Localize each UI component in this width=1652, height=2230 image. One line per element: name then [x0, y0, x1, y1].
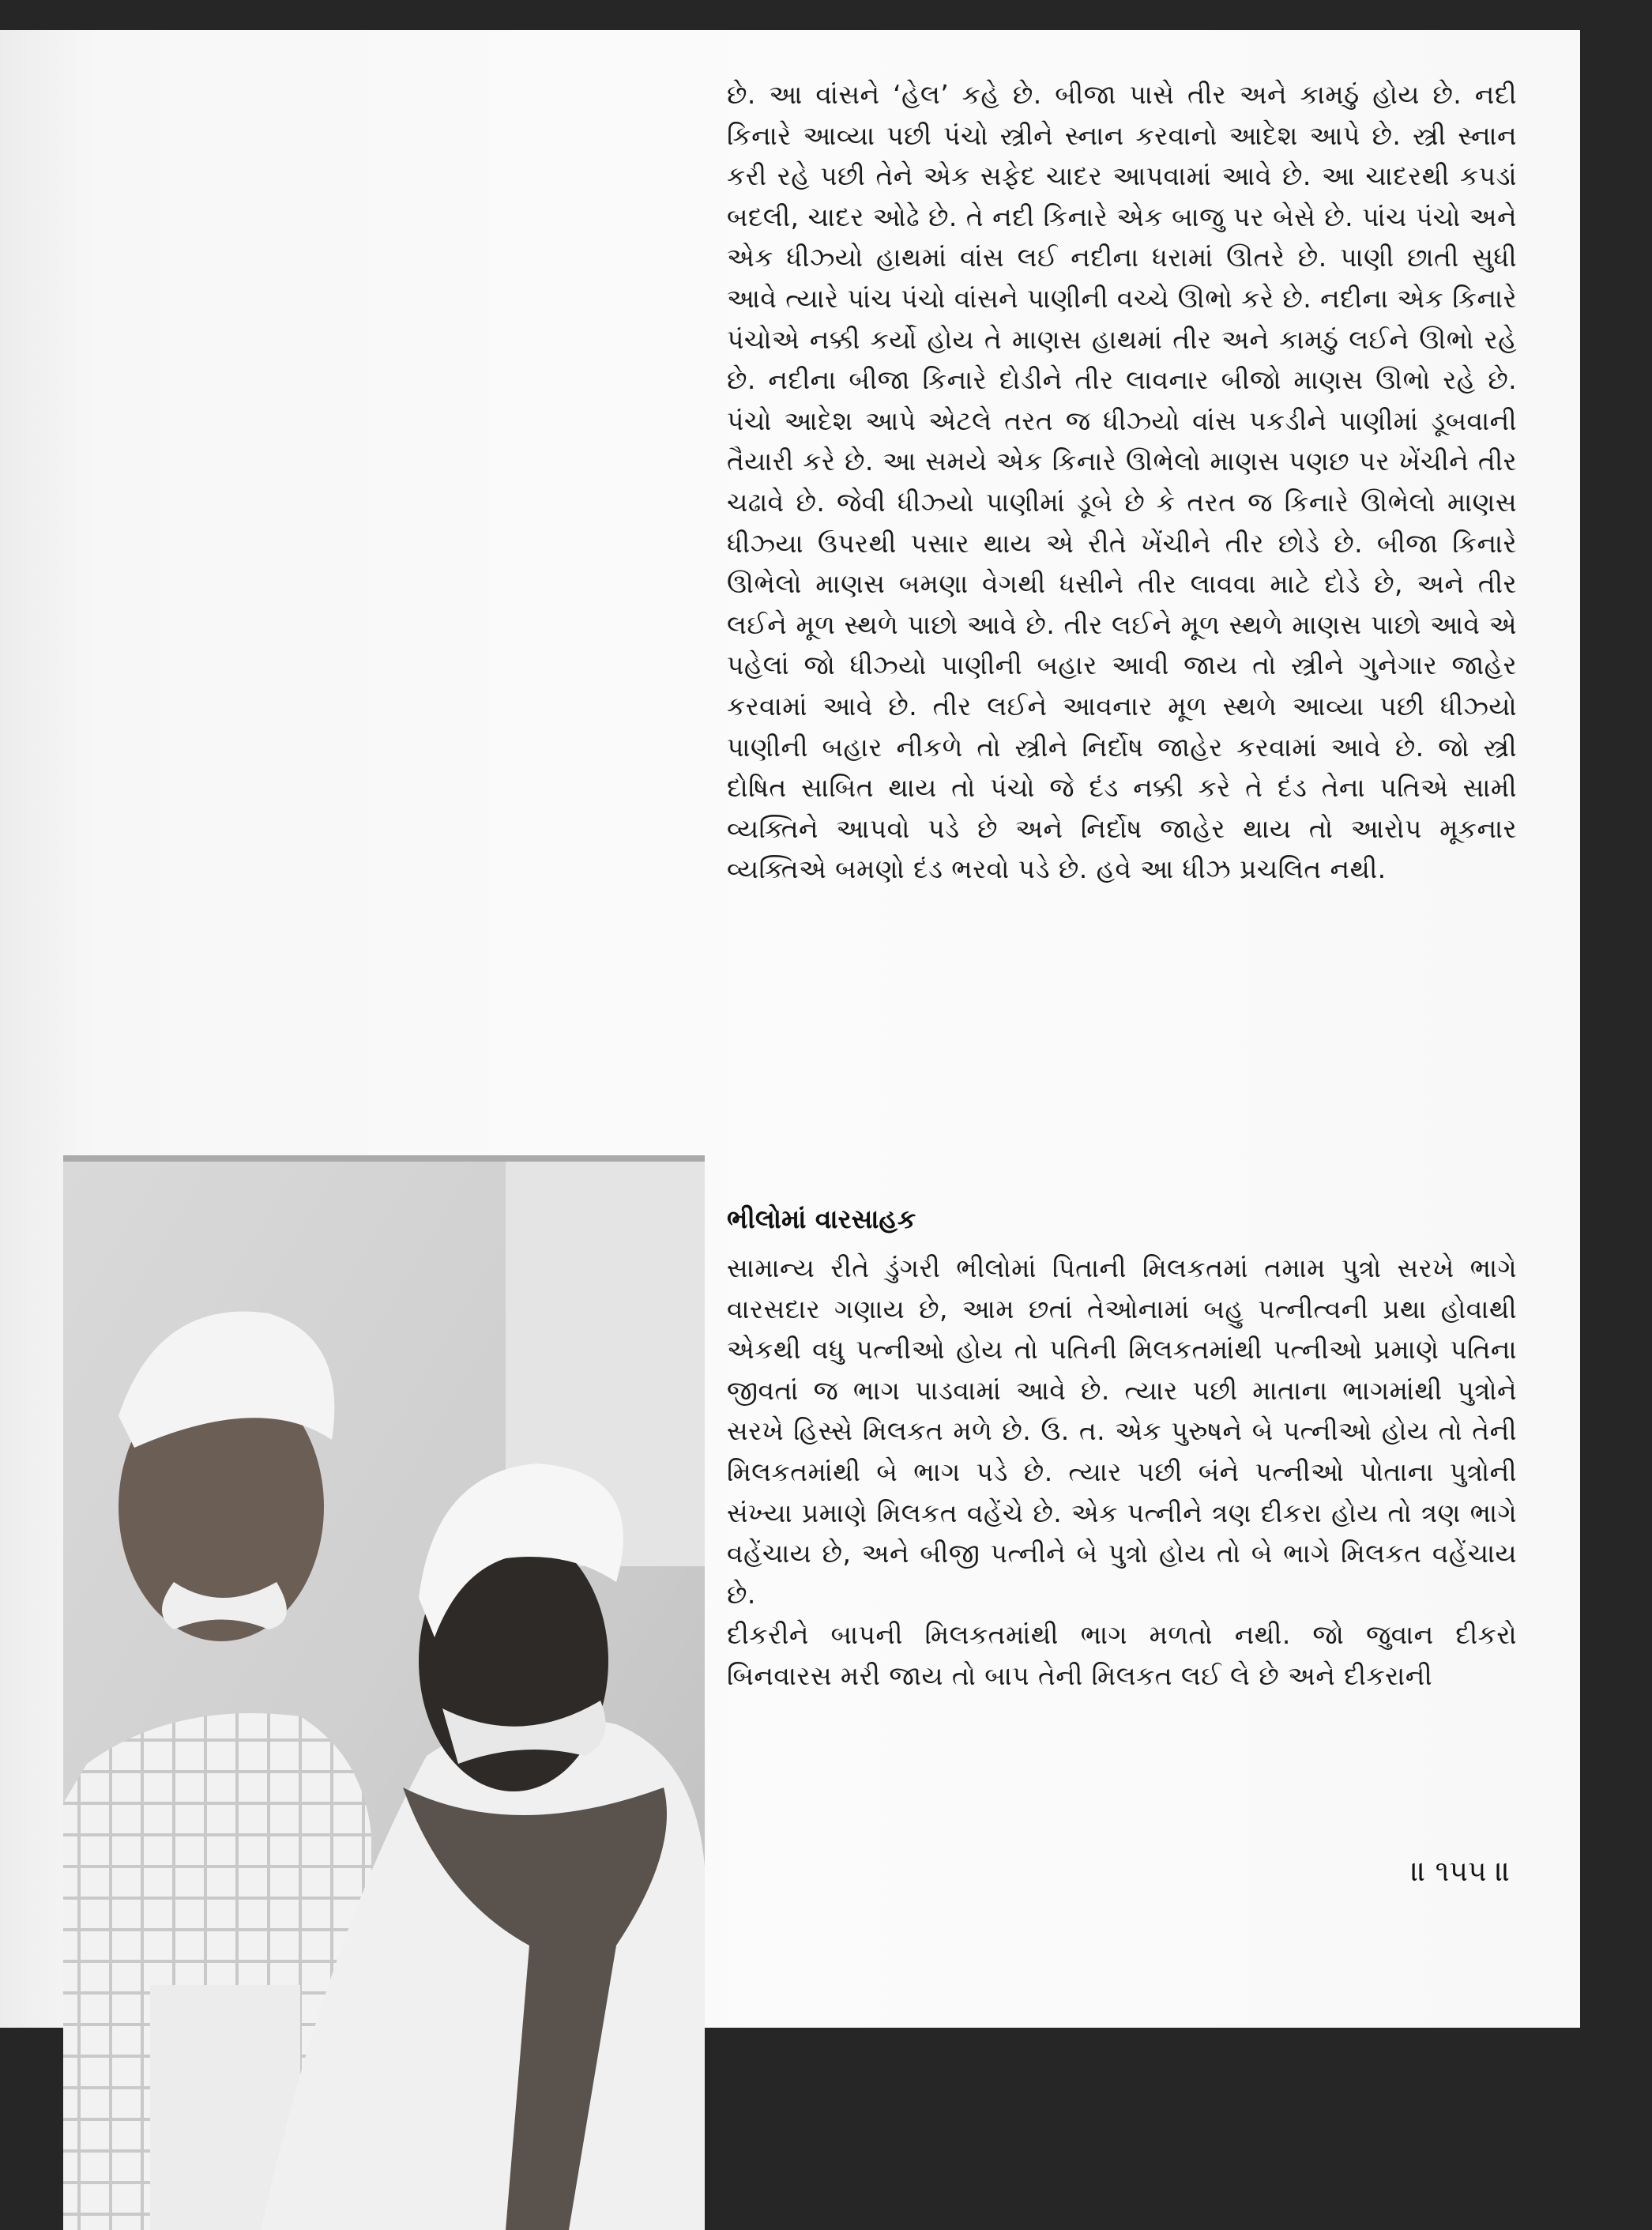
- paragraph-inheritance: સામાન્ય રીતે ડુંગરી ભીલોમાં પિતાની મિલકતમાં તમામ પુત્રો સરખે ભાગે વારસદાર ગણાય છે, આમ છતાં તેઓનામાં બહુ પત્નીત્વની પ્રથા હોવાથી એકથી વધુ પત્નીઓ હોય તો પતિની મિલકતમાંથી પત્નીઓ પ્રમાણે પતિના જીવતાં જ ભાગ પાડવામાં આવે છે. ત્યાર પછી માતાના ભાગમાંથી પુત્રોને સરખે હિસ્સે મિલકત મળે છે. ઉ. ત. એક પુરુષને બે પત્નીઓ હોય તો તેની મિલકતમાંથી બે ભાગ પડે છે. ત્યાર પછી બંને પત્નીઓ પોતાના પુત્રોની સંખ્યા પ્રમાણે મિલકત વહેંચે છે. એક પત્નીને ત્રણ દીકરા હોય તો ત્રણ ભાગે વહેંચાય છે, અને બીજી પત્નીને બે પુત્રો હોય તો બે ભાગે મિલકત વહેંચાય છે.: [727, 1252, 1517, 1610]
- page-number: ॥ ૧૫૫ ॥: [1411, 1855, 1511, 1888]
- paragraph-daughter: દીકરીને બાપની મિલકતમાંથી ભાગ મળતો નથી. જો જુવાન દીકરો બિનવારસ મરી જાય તો બાપ તેની મિલકત લઈ લે છે અને દીકરાની: [727, 1619, 1517, 1691]
- photo-two-men: [63, 1155, 705, 2230]
- body-text-upper: [727, 74, 1517, 890]
- book-page: [0, 30, 1580, 2028]
- body-text-lower: [727, 1248, 1517, 1697]
- section-heading: ભીલોમાં વારસાહક: [727, 1204, 916, 1234]
- paragraph-ordeal: છે. આ વાંસને ‘હેલ’ કહે છે. બીજા પાસે તીર અને કામઠું હોય છે. નદી કિનારે આવ્યા પછી પંચો સ્ત્રીને સ્નાન કરવાનો આદેશ આપે છે. સ્ત્રી સ્નાન કરી રહે પછી તેને એક સફેદ ચાદર આપવામાં આવે છે. આ ચાદરથી કપડાં બદલી, ચાદર ઓઢે છે. તે નદી કિનારે એક બાજુ પર બેસે છે. પાંચ પંચો અને એક ધીઝ્યો હાથમાં વાંસ લઈ નદીના ધરામાં ઊતરે છે. પાણી છાતી સુધી આવે ત્યારે પાંચ પંચો વાંસને પાણીની વચ્ચે ઊભો કરે છે. નદીના એક કિનારે પંચોએ નક્કી કર્યો હોય તે માણસ હાથમાં તીર અને કામઠું લઈને ઊભો રહે છે. નદીના બીજા કિનારે દોડીને તીર લાવનાર બીજો માણસ ઊભો રહે છે. પંચો આદેશ આપે એટલે તરત જ ધીઝ્યો વાંસ પકડીને પાણીમાં ડૂબવાની તૈયારી કરે છે. આ સમયે એક કિનારે ઊભેલો માણસ પણછ પર ખેંચીને તીર ચઢાવે છે. જેવી ધીઝ્યો પાણીમાં ડૂબે છે કે તરત જ કિનારે ઊભેલો માણસ ધીઝ્યા ઉપરથી પસાર થાય એ રીતે ખેંચીને તીર છોડે છે. બીજા કિનારે ઊભેલો માણસ બમણા વેગથી ધસીને તીર લાવવા માટે દોડે છે, અને તીર લઈને મૂળ સ્થળે પાછો આવે છે. તીર લઈને મૂળ સ્થળે માણસ પાછો આવે એ પહેલાં જો ધીઝ્યો પાણીની બહાર આવી જાય તો સ્ત્રીને ગુનેગાર જાહેર કરવામાં આવે છે. તીર લઈને આવનાર મૂળ સ્થળે આવ્યા પછી ધીઝ્યો પાણીની બહાર નીકળે તો સ્ત્રીને નિર્દોષ જાહેર કરવામાં આવે છે. જો સ્ત્રી દોષિત સાબિત થાય તો પંચો જે દંડ નક્કી કરે તે દંડ તેના પતિએ સામી વ્યક્તિને આપવો પડે છે અને નિર્દોષ જાહેર થાય તો આરોપ મૂકનાર વ્યક્તિએ બમણો દંડ ભરવો પડે છે. હવે આ ધીઝ પ્રચલિત નથી.: [727, 79, 1517, 885]
